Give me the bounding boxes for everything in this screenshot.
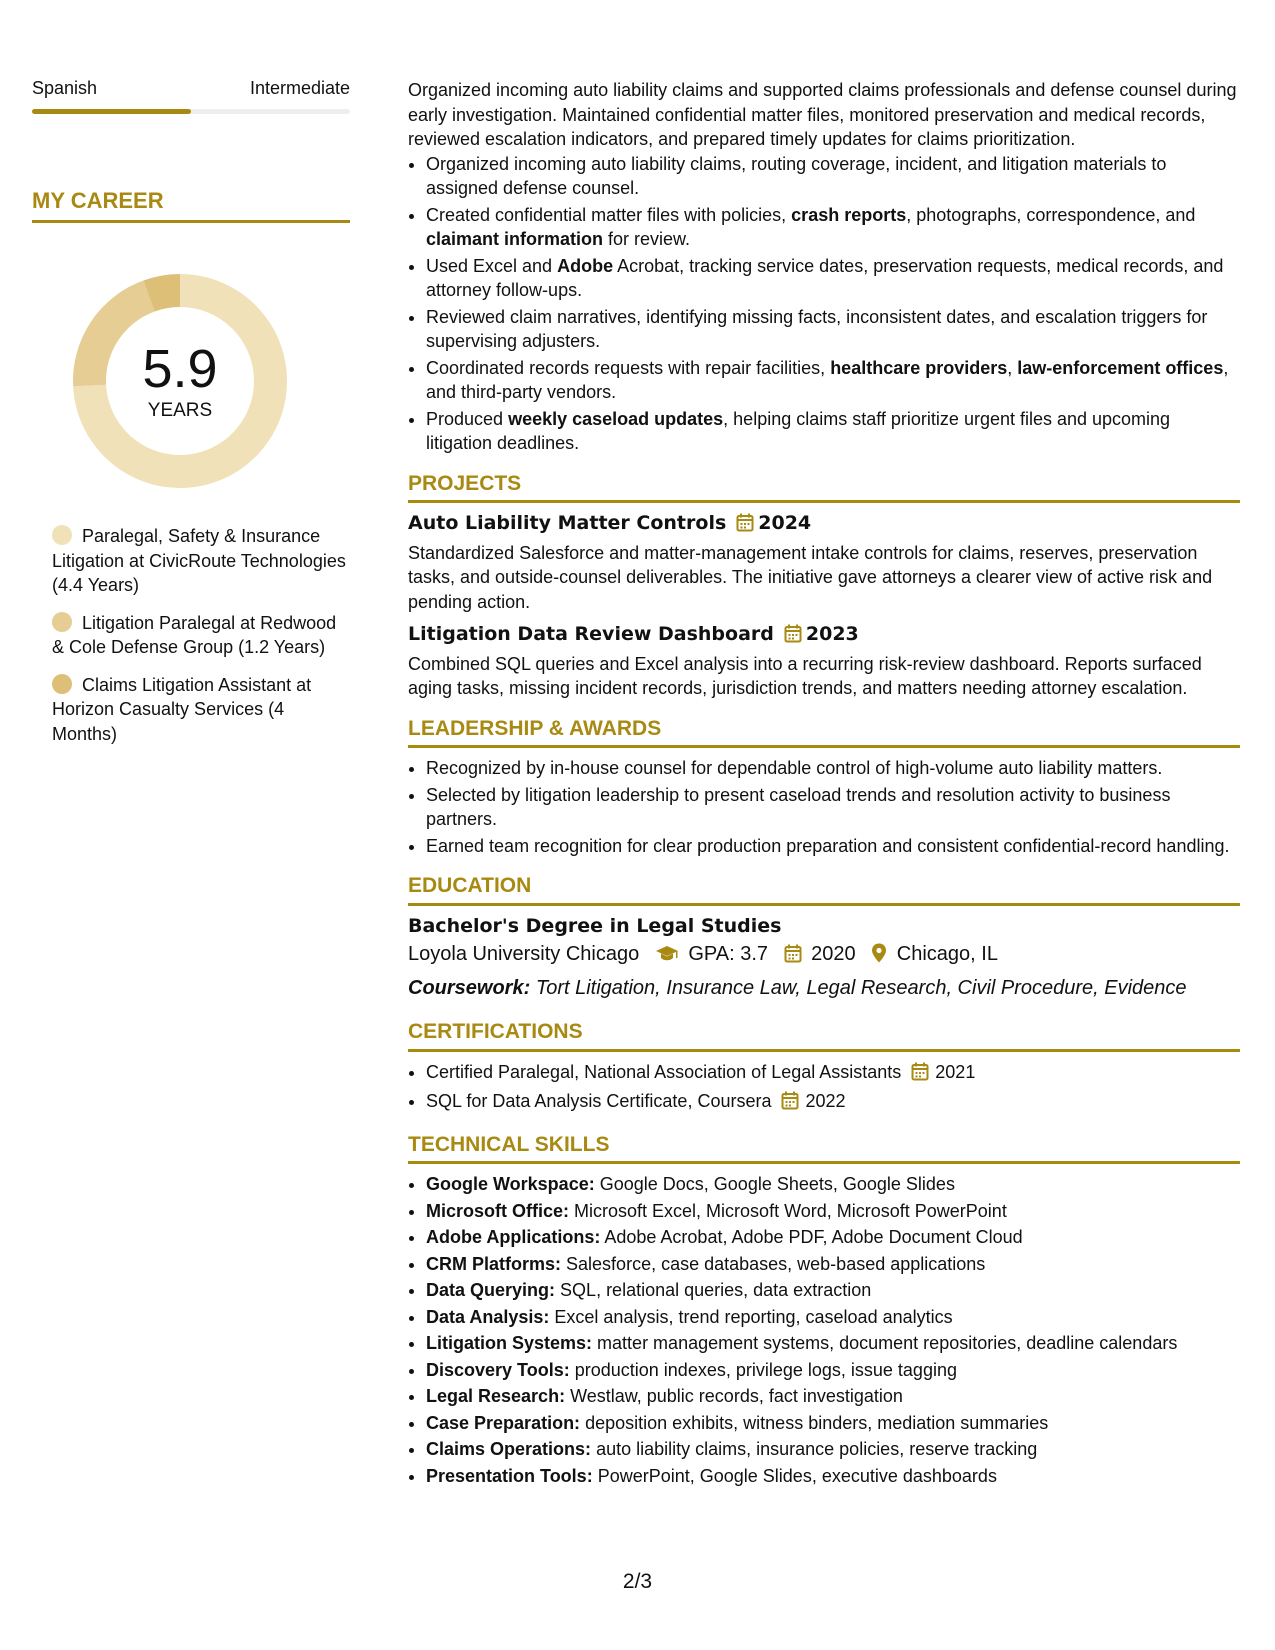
skill-label: Data Analysis: [426,1306,550,1327]
bullet-text: Coordinated records requests with repair facilities, [426,357,831,378]
bullet-text: , [1007,357,1018,378]
education-school: Loyola University Chicago [408,943,640,965]
skill-item [426,1384,1240,1409]
certification-name: Certified Paralegal, National Association of Legal Assistants [426,1061,902,1082]
bold-keyword: healthcare providers [830,357,1008,378]
certification-name: SQL for Data Analysis Certificate, Coursera [426,1091,772,1111]
leadership-item: • Earned team recognition for clear production preparation and consistent confidential-record handling. [426,834,1240,859]
project-description: Standardized Salesforce and matter-management intake controls for claims, reserves, preservation tasks, and outside-counsel deliverables. The initiative gave attorneys a clearer view of active risk and pending action. [408,542,1213,612]
skill-item [426,1464,1240,1489]
bullet-text: for review. [603,229,691,249]
skills-section-title: TECHNICAL SKILLS [408,1133,1240,1165]
bullet-text: Created confidential matter files with policies, [426,204,792,225]
career-role-text: Claims Litigation Assistant at Horizon Casualty Services (4 Months) [52,674,312,744]
skill-item [426,1331,1240,1356]
career-total-years: 5.9 [142,339,218,399]
bullet-text: , helping claims staff prioritize urgent files and upcoming litigation deadlines. [426,408,1171,453]
calendar-icon [784,624,802,650]
career-role-text: Paralegal, Safety & Insurance Litigation at CivicRoute Technologies (4.4 Years) [52,526,346,595]
skill-item [426,1172,1240,1197]
language-proficiency-bar [32,109,350,114]
bullet-text: , photographs, correspondence, and [906,204,1196,225]
skill-value: matter management systems, document repositories, deadline calendars [597,1333,1178,1353]
certification-item [426,1089,1240,1117]
skill-item [426,1411,1240,1436]
language-proficiency-fill [32,109,191,114]
graduation-cap-icon [655,945,679,970]
language-row [32,78,350,99]
skill-value: Google Docs, Google Sheets, Google Slides [599,1174,955,1194]
bullet-text: Used Excel and [426,255,558,276]
experience-bullet-list [408,152,1240,456]
page-number: 2/3 [622,1570,653,1593]
education-location: Chicago, IL [896,943,998,965]
education-year: 2020 [811,943,856,965]
skill-item [426,1199,1240,1224]
bold-keyword: claimant information [426,229,604,249]
leadership-list [408,756,1240,858]
language-level: Intermediate [249,78,350,98]
skill-item [426,1437,1240,1462]
experience-bullet [426,152,1240,201]
skill-value: deposition exhibits, witness binders, mediation summaries [585,1412,1049,1433]
bullet-text: , and third-party vendors. [426,357,1229,402]
skill-value: Microsoft Excel, Microsoft Word, Microsoft PowerPoint [574,1200,1007,1221]
career-role-item [52,611,350,660]
skill-label: CRM Platforms: [426,1253,562,1274]
skill-value: production indexes, privilege logs, issue tagging [574,1359,957,1380]
legend-dot [52,674,72,694]
skill-label: Litigation Systems: [426,1333,593,1353]
projects-list [408,511,1240,701]
skill-item [426,1225,1240,1250]
project-year: 2024 [758,512,812,534]
skill-label: Claims Operations: [426,1439,592,1459]
coursework-label: Coursework: [408,976,531,999]
skill-label: Microsoft Office: [426,1200,570,1221]
project-name: Auto Liability Matter Controls [408,512,727,534]
bullet-text: Acrobat, tracking service dates, preservation requests, medical records, and attorney follow-ups. [426,255,1224,300]
skill-value: Adobe Acrobat, Adobe PDF, Adobe Document Cloud [604,1227,1023,1247]
skill-item [426,1252,1240,1277]
education-details [408,942,1240,970]
project-title [408,622,1240,650]
leadership-item: • Selected by litigation leadership to present caseload trends and resolution activity to business partners. [426,783,1240,832]
legend-dot [52,525,72,545]
calendar-icon [781,1091,799,1117]
experience-summary: Organized incoming auto liability claims and supported claims professionals and defense counsel during early investigation. Maintained confidential matter files, monitored preservation and medical records, reviewed escalation indicators, and prepared timely updates for claims prioritization. [408,80,1237,149]
skill-label: Adobe Applications: [426,1227,601,1247]
bold-keyword: crash reports [791,204,907,225]
project-description: Combined SQL queries and Excel analysis into a recurring risk-review dashboard. Reports surfaced aging tasks, missing incident records, jurisdiction trends, and matters needing attorney escalation. [408,653,1202,698]
calendar-icon [736,513,754,539]
certification-item [426,1060,1240,1088]
bullet-text: Organized incoming auto liability claims, routing coverage, incident, and litigation materials to assigned defense counsel. [426,153,1167,198]
skill-label: Google Workspace: [426,1174,595,1194]
leadership-section-title: LEADERSHIP & AWARDS [408,717,1240,749]
skill-label: Data Querying: [426,1280,556,1300]
certifications-section-title: CERTIFICATIONS [408,1020,1240,1052]
skill-value: auto liability claims, insurance policies, reserve tracking [596,1439,1038,1459]
skill-value: SQL, relational queries, data extraction [560,1280,872,1300]
career-donut-chart [67,268,293,494]
coursework-list: Tort Litigation, Insurance Law, Legal Research, Civil Procedure, Evidence [535,976,1187,999]
experience-bullet [426,356,1240,405]
career-role-item [52,524,350,598]
language-name: Spanish [32,78,98,98]
education-section-title: EDUCATION [408,874,1240,906]
calendar-icon [911,1062,929,1088]
skill-value: Excel analysis, trend reporting, caseload analytics [554,1306,953,1327]
skill-label: Discovery Tools: [426,1359,570,1380]
career-role-list [52,524,350,746]
bold-keyword: law-enforcement offices [1017,357,1224,378]
bullet-text: Reviewed claim narratives, identifying missing facts, inconsistent dates, and escalation triggers for supervising adjusters. [426,306,1208,351]
skill-label: Case Preparation: [426,1412,581,1433]
donut-center [67,268,293,494]
certification-year: 2022 [805,1091,846,1111]
calendar-icon [784,944,802,970]
education-coursework [408,976,1240,1001]
skill-item [426,1278,1240,1303]
career-role-text: Litigation Paralegal at Redwood & Cole Defense Group (1.2 Years) [52,612,337,657]
experience-bullet [426,407,1240,456]
skill-label: Legal Research: [426,1386,566,1406]
skill-label: Presentation Tools: [426,1465,593,1486]
project-year: 2023 [805,623,859,645]
certifications-list [408,1060,1240,1117]
certification-year: 2021 [935,1061,976,1082]
legend-dot [52,612,72,632]
project-title [408,511,1240,539]
experience-bullet [426,203,1240,252]
education-gpa: GPA: 3.7 [688,943,769,965]
skill-item [426,1358,1240,1383]
career-years-unit: YEARS [147,400,213,421]
projects-section-title: PROJECTS [408,472,1240,504]
skill-value: PowerPoint, Google Slides, executive dashboards [597,1465,997,1486]
leadership-item: • Recognized by in-house counsel for dependable control of high-volume auto liability matters. [426,756,1240,781]
skill-item [426,1305,1240,1330]
sidebar [32,78,350,759]
career-section-title: MY CAREER [32,188,350,223]
location-pin-icon [871,943,887,970]
skills-list [408,1172,1240,1488]
education-degree: Bachelor's Degree in Legal Studies [408,914,782,937]
experience-bullet [426,305,1240,354]
skill-value: Westlaw, public records, fact investigation [570,1386,903,1406]
career-role-item [52,673,350,747]
main-content [408,78,1240,1490]
experience-bullet [426,254,1240,303]
skill-value: Salesforce, case databases, web-based applications [566,1253,986,1274]
bold-keyword: Adobe [557,255,614,276]
project-name: Litigation Data Review Dashboard [408,623,774,645]
bullet-text: Produced [426,408,509,429]
bold-keyword: weekly caseload updates [508,408,724,429]
